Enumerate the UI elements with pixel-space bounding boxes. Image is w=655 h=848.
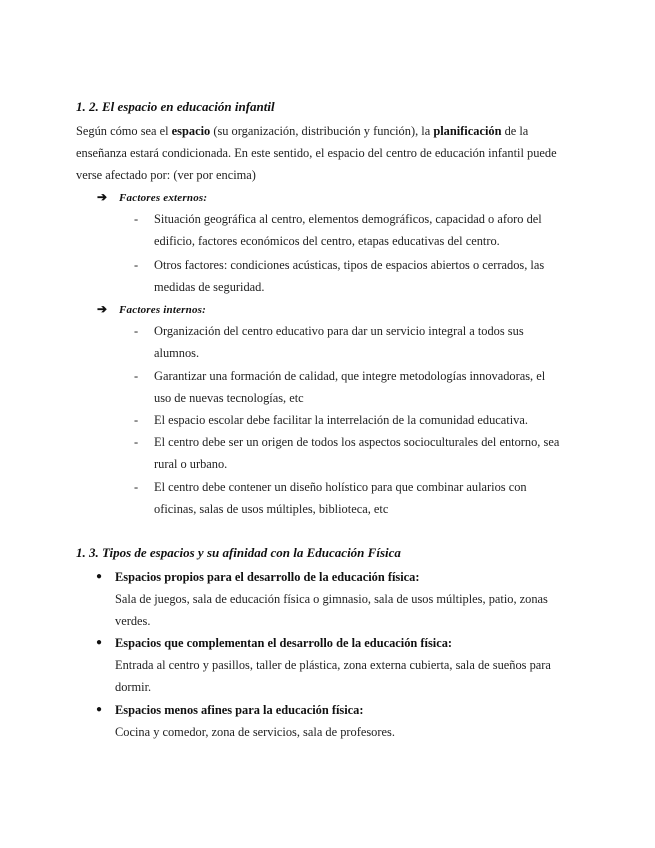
list-item-line: Otros factores: condiciones acústicas, tipos de espacios abiertos o cerrados, las xyxy=(154,258,545,272)
external-factors-text: Factores externos: xyxy=(119,192,208,204)
intro-paragraph xyxy=(76,120,581,186)
arrow-right-icon: ➔ xyxy=(97,190,108,204)
bullet-title: Espacios menos afines para la educación física: xyxy=(115,703,364,717)
list-item-line: Situación geográfica al centro, elementos demográficos, capacidad o aforo del xyxy=(154,212,542,226)
arrow-right-icon: ➔ xyxy=(97,302,108,316)
list-item-line: rural o urbano. xyxy=(154,457,228,471)
internal-factors-text: Factores internos: xyxy=(119,304,207,316)
dash-marker: - xyxy=(134,413,139,427)
dash-marker: - xyxy=(134,480,139,494)
list-item-line: medidas de seguridad. xyxy=(154,280,265,294)
bullet-dot-icon: ● xyxy=(96,571,103,582)
list-item-text xyxy=(154,431,584,475)
bullet-body-line: verdes. xyxy=(115,614,151,628)
section-heading-1-3: 1. 3. Tipos de espacios y su afinidad con la Educación Física xyxy=(76,545,401,560)
dash-marker: - xyxy=(134,435,139,449)
intro-bold-espacio: espacio xyxy=(171,124,211,138)
list-item-text xyxy=(154,365,584,409)
bullet-title: Espacios que complementan el desarrollo de la educación física: xyxy=(115,636,453,650)
section-heading-1-2: 1. 2. El espacio en educación infantil xyxy=(76,99,275,114)
bullet-body xyxy=(115,654,585,698)
bullet-dot-icon: ● xyxy=(96,704,103,715)
internal-factors-label xyxy=(97,298,206,321)
list-item-line: edificio, factores económicos del centro, etapas educativas del centro. xyxy=(154,234,500,248)
list-item-text xyxy=(154,254,584,298)
list-item-text xyxy=(154,476,584,520)
dash-marker: - xyxy=(134,212,139,226)
list-item-line: El espacio escolar debe facilitar la interrelación de la comunidad educativa. xyxy=(154,413,528,427)
list-item-line: oficinas, salas de usos múltiples, biblioteca, etc xyxy=(154,502,389,516)
intro-line-3: verse afectado por: (ver por encima) xyxy=(76,168,256,182)
bullet-body-line: dormir. xyxy=(115,680,152,694)
list-item-line: Organización del centro educativo para dar un servicio integral a todos sus xyxy=(154,324,524,338)
list-item-line: uso de nuevas tecnologías, etc xyxy=(154,391,304,405)
list-item-line: El centro debe contener un diseño holístico para que combinar aularios con xyxy=(154,480,527,494)
bullet-dot-icon: ● xyxy=(96,637,103,648)
dash-marker: - xyxy=(134,258,139,272)
bullet-title: Espacios propios para el desarrollo de la educación física: xyxy=(115,570,420,584)
bullet-body-line: Entrada al centro y pasillos, taller de plástica, zona externa cubierta, sala de sueños para xyxy=(115,658,551,672)
bullet-body-line: Cocina y comedor, zona de servicios, sala de profesores. xyxy=(115,725,395,739)
intro-bold-planificacion: planificación xyxy=(433,124,502,138)
dash-marker: - xyxy=(134,324,139,338)
intro-text: (su organización, distribución y función), la xyxy=(210,124,434,138)
list-item-text xyxy=(154,320,584,364)
bullet-body xyxy=(115,721,585,743)
bullet-body-line: Sala de juegos, sala de educación física o gimnasio, sala de usos múltiples, patio, zonas xyxy=(115,592,548,606)
intro-text: Según cómo sea el xyxy=(76,124,172,138)
intro-text: de la xyxy=(501,124,529,138)
list-item-line: Garantizar una formación de calidad, que integre metodologías innovadoras, el xyxy=(154,369,546,383)
bullet-body xyxy=(115,588,585,632)
list-item-line: alumnos. xyxy=(154,346,200,360)
list-item-text xyxy=(154,208,584,252)
external-factors-label xyxy=(97,186,207,209)
list-item-text xyxy=(154,409,584,431)
intro-line-1 xyxy=(76,120,581,142)
list-item-line: El centro debe ser un origen de todos los aspectos socioculturales del entorno, sea xyxy=(154,435,560,449)
dash-marker: - xyxy=(134,369,139,383)
intro-line-2: enseñanza estará condicionada. En este sentido, el espacio del centro de educación infantil puede xyxy=(76,146,557,160)
